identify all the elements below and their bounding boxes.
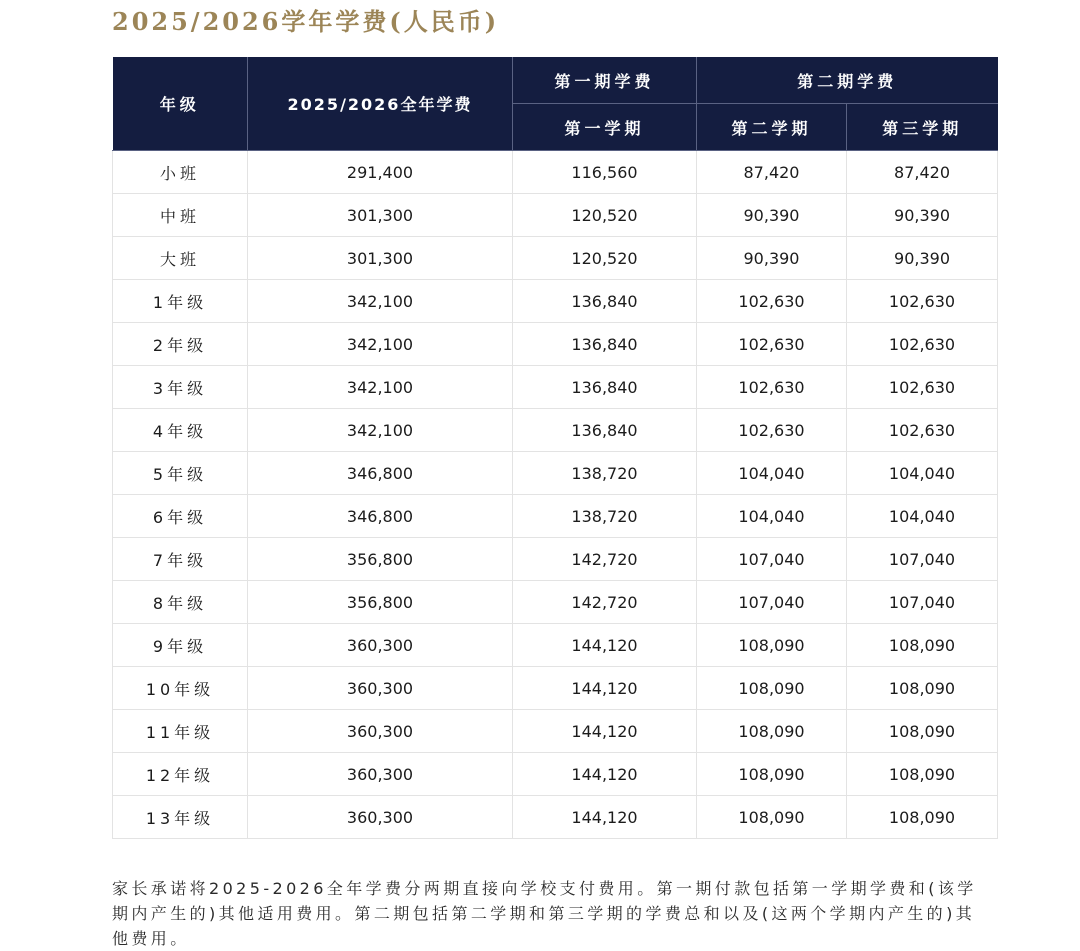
cell-term-1: 138,720	[513, 452, 697, 495]
table-row	[113, 366, 998, 409]
cell-grade: 7年级	[113, 538, 248, 581]
cell-term-3: 102,630	[847, 323, 998, 366]
cell-grade: 4年级	[113, 409, 248, 452]
cell-term-3: 107,040	[847, 538, 998, 581]
table-row	[113, 581, 998, 624]
cell-term-1: 136,840	[513, 366, 697, 409]
cell-grade: 10年级	[113, 667, 248, 710]
cell-term-3: 90,390	[847, 237, 998, 280]
cell-term-1: 142,720	[513, 538, 697, 581]
table-row	[113, 753, 998, 796]
cell-term-3: 104,040	[847, 452, 998, 495]
table-row	[113, 495, 998, 538]
cell-annual-fee: 356,800	[248, 538, 513, 581]
header-term-1: 第一学期	[513, 104, 697, 151]
payment-note: 家长承诺将2025-2026全年学费分两期直接向学校支付费用。第一期付款包括第一学期学费和(该学期内产生的)其他适用费用。第二期包括第二学期和第三学期的学费总和以及(这两个学期内产生的)其他费用。	[112, 879, 977, 948]
header-installment-1: 第一期学费	[513, 57, 697, 104]
cell-term-2: 102,630	[697, 323, 847, 366]
cell-term-3: 108,090	[847, 667, 998, 710]
cell-term-3: 108,090	[847, 624, 998, 667]
cell-annual-fee: 360,300	[248, 667, 513, 710]
table-row	[113, 710, 998, 753]
table-header	[113, 57, 998, 151]
cell-term-1: 138,720	[513, 495, 697, 538]
cell-term-1: 144,120	[513, 796, 697, 839]
cell-annual-fee: 360,300	[248, 753, 513, 796]
table-row	[113, 452, 998, 495]
cell-annual-fee: 291,400	[248, 151, 513, 194]
table-row	[113, 151, 998, 194]
cell-term-3: 107,040	[847, 581, 998, 624]
cell-grade: 2年级	[113, 323, 248, 366]
cell-term-3: 102,630	[847, 366, 998, 409]
cell-term-1: 144,120	[513, 667, 697, 710]
cell-annual-fee: 346,800	[248, 452, 513, 495]
cell-grade: 5年级	[113, 452, 248, 495]
cell-term-3: 108,090	[847, 796, 998, 839]
cell-annual-fee: 346,800	[248, 495, 513, 538]
cell-annual-fee: 356,800	[248, 581, 513, 624]
cell-annual-fee: 301,300	[248, 194, 513, 237]
cell-term-3: 108,090	[847, 710, 998, 753]
cell-annual-fee: 342,100	[248, 323, 513, 366]
cell-grade: 中班	[113, 194, 248, 237]
cell-term-2: 102,630	[697, 366, 847, 409]
cell-term-1: 136,840	[513, 409, 697, 452]
cell-term-1: 144,120	[513, 753, 697, 796]
cell-term-2: 108,090	[697, 667, 847, 710]
cell-annual-fee: 342,100	[248, 280, 513, 323]
cell-term-2: 108,090	[697, 753, 847, 796]
cell-term-2: 104,040	[697, 452, 847, 495]
cell-term-3: 104,040	[847, 495, 998, 538]
cell-term-3: 87,420	[847, 151, 998, 194]
table-body	[113, 151, 998, 839]
cell-grade: 大班	[113, 237, 248, 280]
header-term-3: 第三学期	[847, 104, 998, 151]
cell-term-2: 104,040	[697, 495, 847, 538]
cell-term-3: 102,630	[847, 409, 998, 452]
cell-term-1: 144,120	[513, 710, 697, 753]
cell-term-2: 108,090	[697, 796, 847, 839]
cell-term-3: 90,390	[847, 194, 998, 237]
table-row	[113, 667, 998, 710]
cell-grade: 1年级	[113, 280, 248, 323]
table-row	[113, 323, 998, 366]
cell-term-1: 136,840	[513, 323, 697, 366]
cell-term-2: 107,040	[697, 538, 847, 581]
page-title: 2025/2026学年学费(人民币)	[112, 7, 500, 36]
cell-term-2: 108,090	[697, 624, 847, 667]
cell-term-3: 108,090	[847, 753, 998, 796]
cell-grade: 小班	[113, 151, 248, 194]
header-term-2: 第二学期	[697, 104, 847, 151]
cell-grade: 13年级	[113, 796, 248, 839]
table-row	[113, 194, 998, 237]
table-row	[113, 538, 998, 581]
cell-term-3: 102,630	[847, 280, 998, 323]
cell-grade: 12年级	[113, 753, 248, 796]
table-row	[113, 409, 998, 452]
cell-term-2: 90,390	[697, 237, 847, 280]
cell-annual-fee: 360,300	[248, 796, 513, 839]
cell-grade: 3年级	[113, 366, 248, 409]
cell-term-2: 87,420	[697, 151, 847, 194]
table-row	[113, 280, 998, 323]
table-row	[113, 237, 998, 280]
cell-annual-fee: 360,300	[248, 710, 513, 753]
cell-term-1: 116,560	[513, 151, 697, 194]
cell-annual-fee: 360,300	[248, 624, 513, 667]
cell-term-2: 90,390	[697, 194, 847, 237]
tuition-table	[112, 57, 998, 839]
cell-term-1: 120,520	[513, 194, 697, 237]
header-installment-2: 第二期学费	[697, 57, 998, 104]
cell-term-1: 120,520	[513, 237, 697, 280]
header-annual-fee: 2025/2026全年学费	[248, 57, 513, 151]
table-row	[113, 796, 998, 839]
cell-term-2: 102,630	[697, 280, 847, 323]
cell-term-1: 142,720	[513, 581, 697, 624]
cell-grade: 6年级	[113, 495, 248, 538]
cell-grade: 9年级	[113, 624, 248, 667]
header-grade: 年级	[113, 57, 248, 151]
cell-term-2: 102,630	[697, 409, 847, 452]
cell-grade: 11年级	[113, 710, 248, 753]
cell-term-2: 107,040	[697, 581, 847, 624]
table-row	[113, 624, 998, 667]
cell-term-1: 136,840	[513, 280, 697, 323]
cell-grade: 8年级	[113, 581, 248, 624]
cell-annual-fee: 342,100	[248, 366, 513, 409]
cell-term-1: 144,120	[513, 624, 697, 667]
cell-annual-fee: 342,100	[248, 409, 513, 452]
cell-annual-fee: 301,300	[248, 237, 513, 280]
cell-term-2: 108,090	[697, 710, 847, 753]
